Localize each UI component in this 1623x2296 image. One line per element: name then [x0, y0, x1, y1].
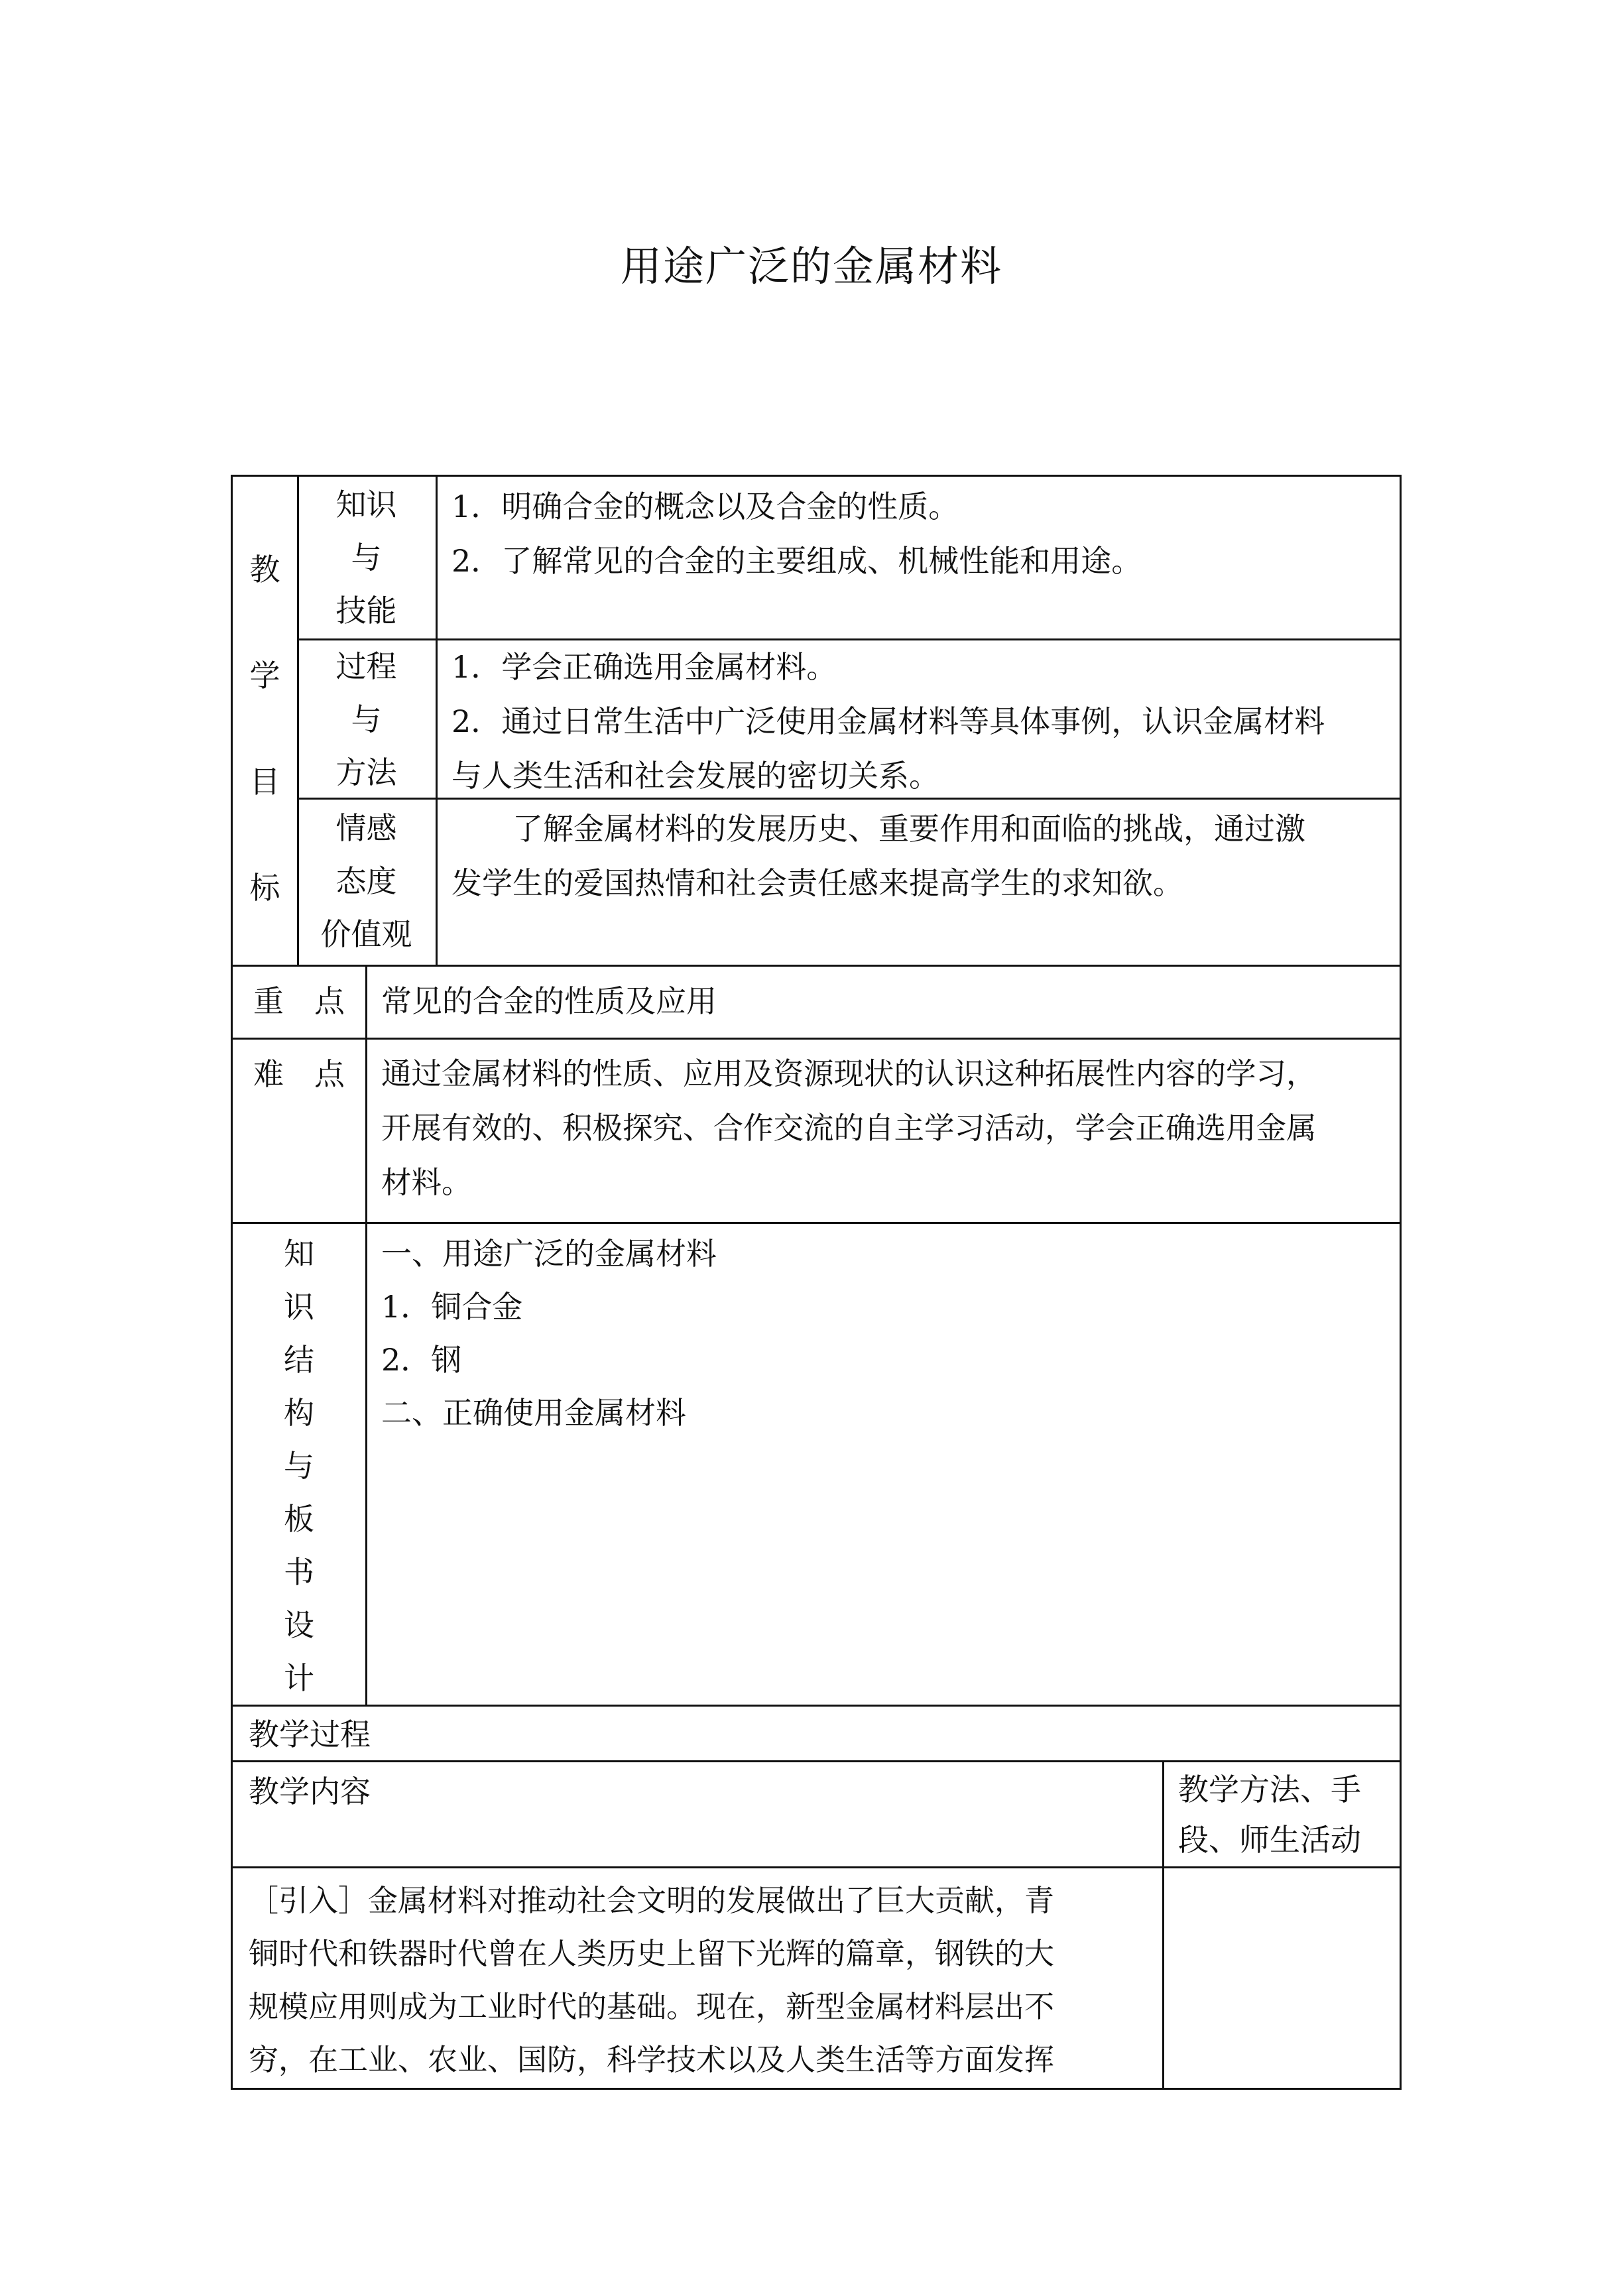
method-header: 教学方法、手 段、师生活动 — [1178, 1772, 1361, 1858]
structure-content: 一、用途广泛的金属材料 1．铜合金 2．钢 二、正确使用金属材料 — [381, 1236, 717, 1431]
key-point-label: 重 点 — [253, 983, 345, 1019]
lesson-plan-table — [231, 475, 1402, 2090]
process-label: 过程 与 方法 — [335, 648, 397, 790]
emotion-label: 情感 态度 价值观 — [320, 810, 412, 952]
difficulty-text: 通过金属材料的性质、应用及资源现状的认识这种拓展性内容的学习， 开展有效的、积极探究、合作交流的自主学习活动，学会正确选用金属 材料。 — [381, 1056, 1317, 1200]
intro-text: ［引入］金属材料对推动社会文明的发展做出了巨大贡献，青 铜时代和铁器时代曾在人类历史上留下光辉的篇章，钢铁的大 规模应用则成为工业时代的基础。现在，新型金属材料层出不 穷，在工业、农业、国防，科学技术以及人类生活等方面发挥 — [249, 1883, 1055, 2077]
page-title: 用途广泛的金属材料 — [620, 242, 1002, 290]
teaching-process-header: 教学过程 — [249, 1717, 371, 1752]
content-header: 教学内容 — [249, 1774, 371, 1809]
knowledge-label: 知识 与 技能 — [335, 487, 397, 629]
structure-label: 知 识 结 构 与 板 书 设 计 — [284, 1236, 314, 1696]
knowledge-content: 1．明确合金的概念以及合金的性质。 2．了解常见的合金的主要组成、机械性能和用途。 — [451, 489, 1142, 579]
emotion-content: 了解金属材料的发展历史、重要作用和面临的挑战，通过激 发学生的爱国热情和社会责任感来提高学生的求知欲。 — [451, 811, 1305, 901]
difficulty-label: 难 点 — [253, 1056, 345, 1092]
objectives-side-label: 教 学 目 标 — [249, 552, 280, 906]
key-point-text: 常见的合金的性质及应用 — [381, 983, 717, 1019]
process-content: 1．学会正确选用金属材料。 2．通过日常生活中广泛使用金属材料等具体事例，认识金属材料 与人类生活和社会发展的密切关系。 — [451, 649, 1325, 794]
